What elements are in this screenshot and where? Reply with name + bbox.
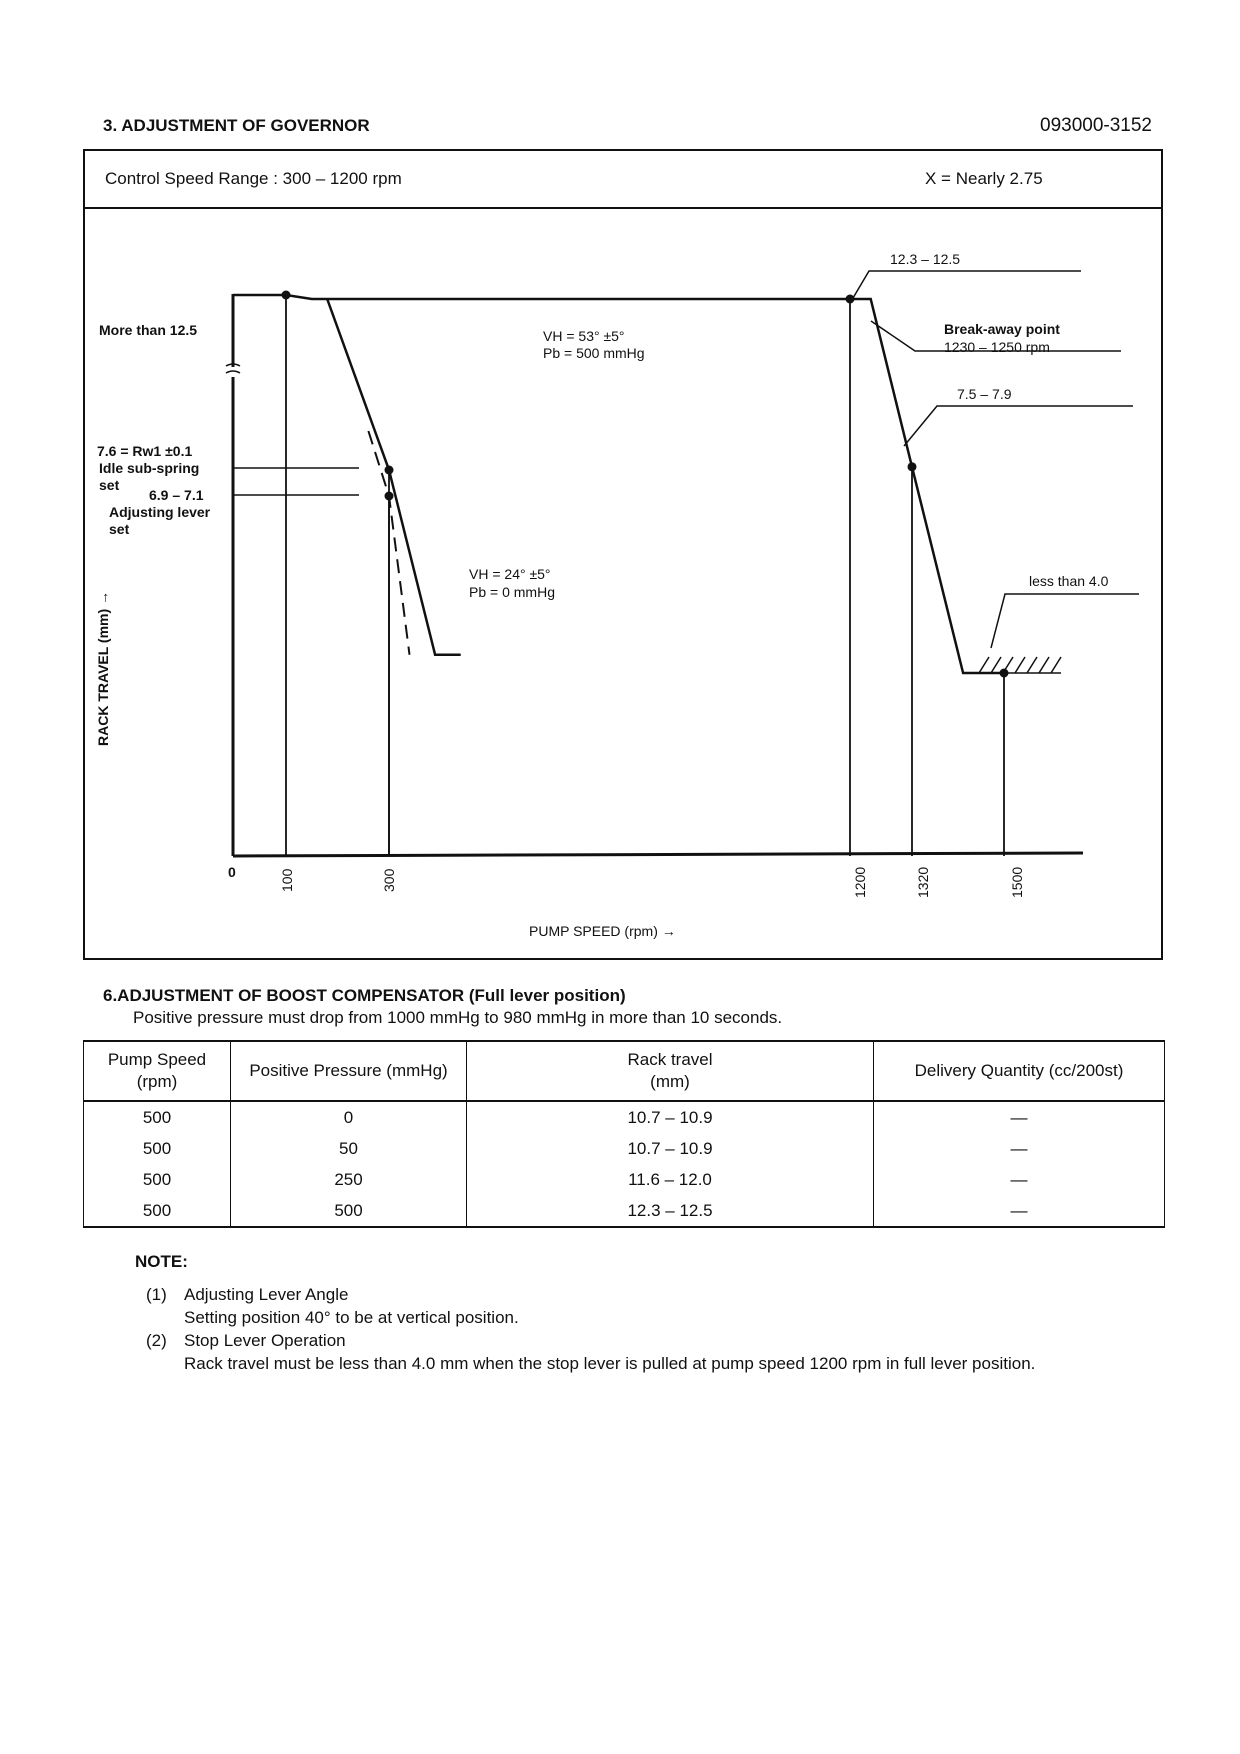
y-label-adj-1: 6.9 – 7.1 — [149, 487, 204, 503]
cell-rack: 12.3 – 12.5 — [467, 1195, 874, 1227]
cell-speed: 500 — [84, 1195, 231, 1227]
y-label-top: More than 12.5 — [99, 322, 198, 338]
cell-pressure: 250 — [231, 1164, 467, 1195]
data-point-marker-3 — [846, 295, 855, 304]
annotation-vh53-1: VH = 53° ±5° — [543, 328, 625, 344]
annotation-top-range: 12.3 – 12.5 — [890, 251, 961, 267]
y-label-rw1-1: 7.6 = Rw1 ±0.1 — [97, 443, 193, 459]
table-row — [84, 1133, 1165, 1164]
note-title: NOTE: — [135, 1252, 188, 1271]
data-point-marker-2 — [385, 492, 394, 501]
note-item1-text: Setting position 40° to be at vertical position. — [184, 1308, 519, 1327]
note-item1-number: (1) — [146, 1285, 167, 1304]
governor-chart — [85, 209, 1161, 958]
table-row — [84, 1164, 1165, 1195]
x-tick-1500: 1500 — [1009, 866, 1025, 898]
note-item1-title: Adjusting Lever Angle — [184, 1285, 349, 1304]
annotation-vh24-2: Pb = 0 mmHg — [469, 584, 555, 600]
data-point-marker-4 — [908, 462, 917, 471]
cell-delivery: — — [874, 1164, 1165, 1195]
table-row — [84, 1101, 1165, 1133]
header-delivery: Delivery Quantity (cc/200st) — [874, 1041, 1165, 1101]
document-number: 093000-3152 — [1040, 115, 1152, 136]
x-axis — [233, 853, 1083, 856]
cell-speed: 500 — [84, 1101, 231, 1133]
series-line-idle-curve-full-boost — [327, 299, 461, 655]
x-tick-0: 0 — [228, 864, 236, 880]
header-pump-speed: Pump Speed (rpm) — [84, 1041, 231, 1101]
boost-section-title: 6.ADJUSTMENT OF BOOST COMPENSATOR (Full lever position) — [103, 986, 626, 1005]
data-point-marker-1 — [385, 466, 394, 475]
cell-pressure: 50 — [231, 1133, 467, 1164]
x-value: X = Nearly 2.75 — [925, 169, 1043, 188]
header-pressure: Positive Pressure (mmHg) — [231, 1041, 467, 1101]
chart-axes — [233, 294, 1083, 856]
cell-delivery: — — [874, 1195, 1165, 1227]
stopper-hatch — [978, 657, 1061, 673]
y-label-rw1-3: set — [99, 477, 120, 493]
marker-layer — [282, 291, 1009, 678]
y-label-adj-2: Adjusting lever — [109, 504, 211, 520]
governor-box — [83, 149, 1163, 960]
x-tick-100: 100 — [279, 868, 295, 892]
section-title: 3. ADJUSTMENT OF GOVERNOR — [103, 116, 370, 135]
header-rack-travel: Rack travel (mm) — [467, 1041, 874, 1101]
guide-layer — [286, 295, 1004, 856]
table-header-row — [84, 1041, 1165, 1101]
x-tick-1200: 1200 — [852, 866, 868, 898]
note-item2-text: Rack travel must be less than 4.0 mm when the stop lever is pulled at pump speed 1200 rpm in full lever position. — [184, 1354, 1036, 1373]
y-label-adj-3: set — [109, 521, 130, 537]
cell-pressure: 500 — [231, 1195, 467, 1227]
cell-rack: 11.6 – 12.0 — [467, 1164, 874, 1195]
cell-speed: 500 — [84, 1133, 231, 1164]
cell-delivery: — — [874, 1101, 1165, 1133]
x-tick-300: 300 — [381, 868, 397, 892]
cell-speed: 500 — [84, 1164, 231, 1195]
annotation-less-than: less than 4.0 — [1029, 573, 1109, 589]
cell-delivery: — — [874, 1133, 1165, 1164]
x-tick-1320: 1320 — [915, 866, 931, 898]
x-axis-label: PUMP SPEED (rpm) → — [529, 923, 676, 939]
leader-mid-range — [904, 406, 1133, 446]
annotation-mid-range: 7.5 – 7.9 — [957, 386, 1012, 402]
annotation-breakaway-2: 1230 – 1250 rpm — [944, 339, 1050, 355]
cell-rack: 10.7 – 10.9 — [467, 1101, 874, 1133]
leader-top-range — [853, 271, 1081, 298]
data-point-marker-0 — [282, 291, 291, 300]
leader-less-than — [991, 594, 1139, 648]
note-item2-number: (2) — [146, 1331, 167, 1350]
annotation-breakaway-1: Break-away point — [944, 321, 1060, 337]
y-label-rw1-2: Idle sub-spring — [99, 460, 200, 476]
annotation-vh53-2: Pb = 500 mmHg — [543, 345, 645, 361]
note-item2-title: Stop Lever Operation — [184, 1331, 346, 1350]
cell-pressure: 0 — [231, 1101, 467, 1133]
boost-description: Positive pressure must drop from 1000 mmHg to 980 mmHg in more than 10 seconds. — [133, 1008, 783, 1027]
control-speed-range: Control Speed Range : 300 – 1200 rpm — [105, 169, 402, 188]
boost-table — [83, 1040, 1165, 1228]
annotation-vh24-1: VH = 24° ±5° — [469, 566, 551, 582]
cell-rack: 10.7 – 10.9 — [467, 1133, 874, 1164]
y-axis-label: RACK TRAVEL (mm) → — [95, 590, 111, 746]
table-row — [84, 1195, 1165, 1227]
